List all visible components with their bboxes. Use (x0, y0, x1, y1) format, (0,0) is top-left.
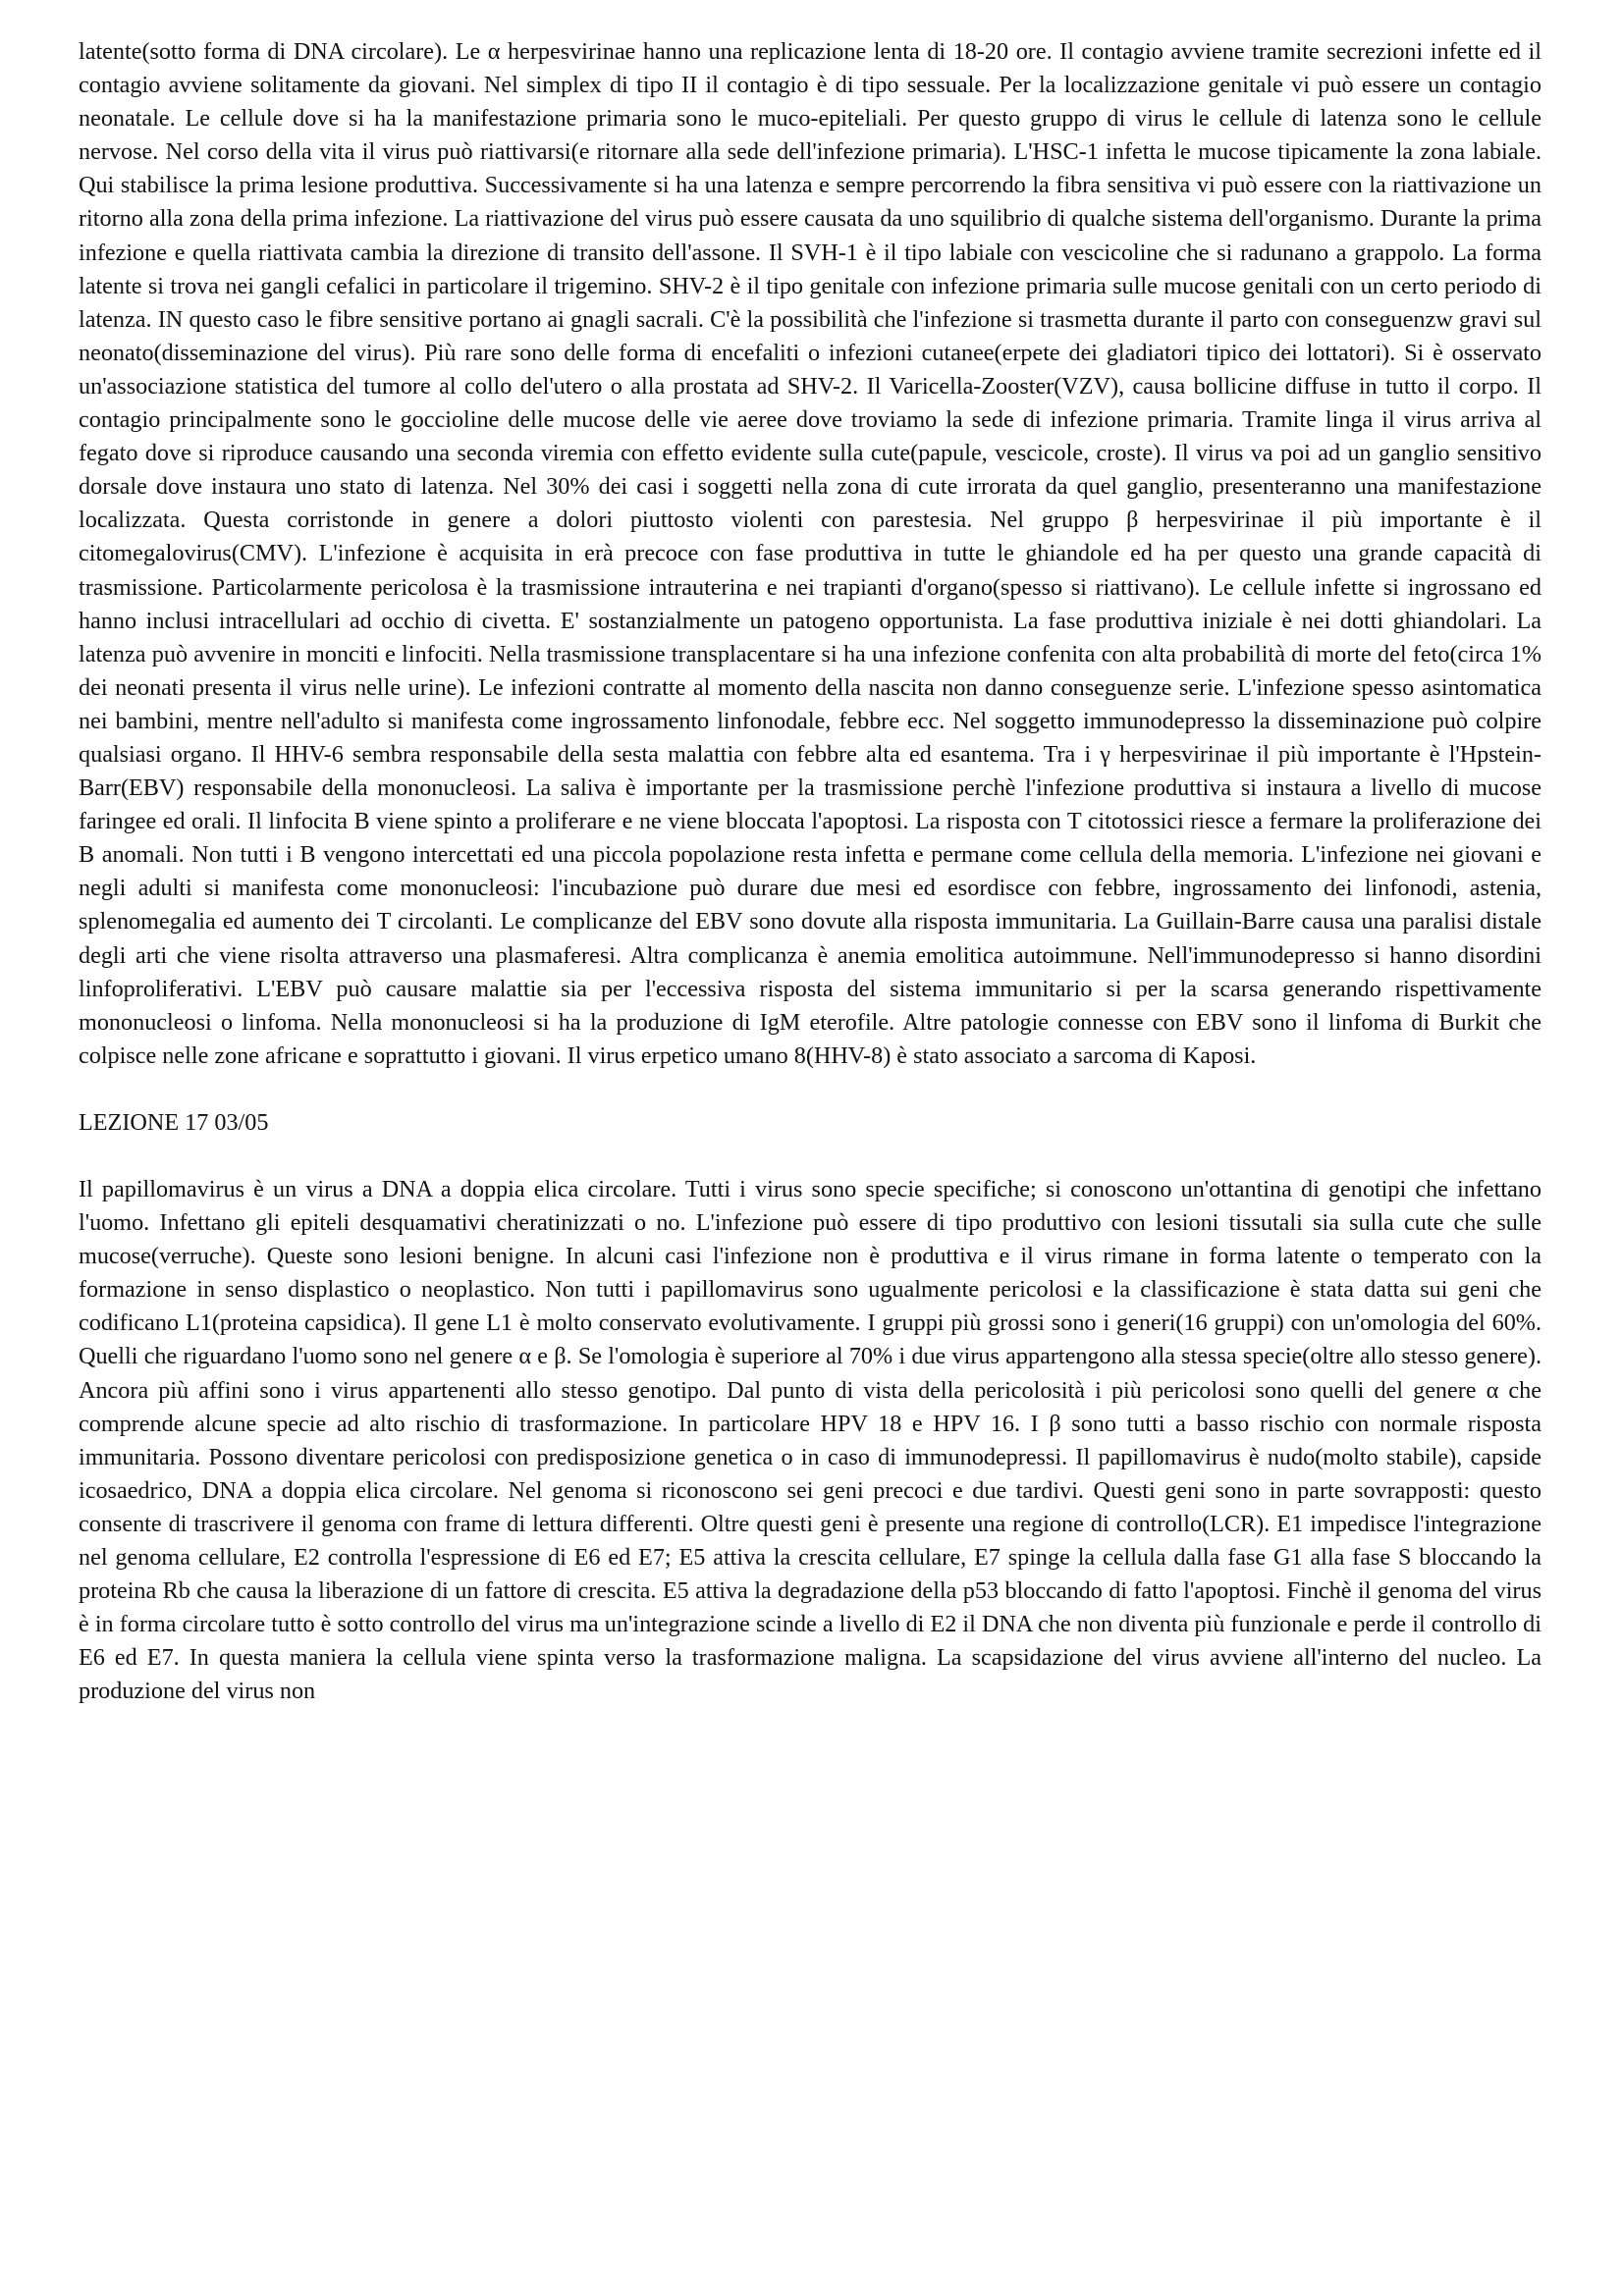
paragraph-papillomavirus: Il papillomavirus è un virus a DNA a doppia elica circolare. Tutti i virus sono specie specifiche; si conoscono un'ottantina di genotipi che infettano l'uomo. Infettano gli epiteli desquamativi cheratinizzati o no. L'infezione può essere di tipo produttivo con lesioni tissutali sia sulla cute che sulle mucose(verruche). Queste sono lesioni benigne. In alcuni casi l'infezione non è produttiva e il virus rimane in forma latente o temperato con la formazione in senso displastico o neoplastico. Non tutti i papillomavirus sono ugualmente pericolosi e la classificazione è stata datta sui geni che codificano L1(proteina capsidica). Il gene L1 è molto conservato evolutivamente. I gruppi più grossi sono i generi(16 gruppi) con un'omologia del 60%. Quelli che riguardano l'uomo sono nel genere α e β. Se l'omologia è superiore al 70% i due virus appartengono alla stessa specie(oltre allo stesso genere). Ancora più affini sono i virus appartenenti allo stesso genotipo. Dal punto di vista della pericolosità i più pericolosi sono quelli del genere α che comprende alcune specie ad alto rischio di trasformazione. In particolare HPV 18 e HPV 16. I β sono tutti a basso rischio con normale risposta immunitaria. Possono diventare pericolosi con predisposizione genetica o in caso di immunodepressi. Il papillomavirus è nudo(molto stabile), capside icosaedrico, DNA a doppia elica circolare. Nel genoma si riconoscono sei geni precoci e due tardivi. Questi geni sono in parte sovrapposti: questo consente di trascrivere il genoma con frame di lettura differenti. Oltre questi geni è presente una regione di controllo(LCR). E1 impedisce l'integrazione nel genoma cellulare, E2 controlla l'espressione di E6 ed E7; E5 attiva la crescita cellulare, E7 spinge la cellula dalla fase G1 alla fase S bloccando la proteina Rb che causa la liberazione di un fattore di crescita. E5 attiva la degradazione della p53 bloccando di fatto l'apoptosi. Finchè il genoma del virus è in forma circolare tutto è sotto controllo del virus ma un'integrazione scinde a livello di E2 il DNA che non diventa più funzionale e perde il controllo di E6 ed E7. In questa maniera la cellula viene spinta verso la trasformazione maligna. La scapsidazione del virus avviene all'interno del nucleo. La produzione del virus non (79, 1176, 1542, 1705)
document-body (79, 35, 1542, 1709)
lesson-heading: LEZIONE 17 03/05 (79, 1108, 269, 1136)
paragraph-herpesvirus: latente(sotto forma di DNA circolare). Le α herpesvirinae hanno una replicazione lenta di 18-20 ore. Il contagio avviene tramite secrezioni infette ed il contagio avviene solitamente da giovani. Nel simplex di tipo II il contagio è di tipo sessuale. Per la localizzazione genitale vi può essere un contagio neonatale. Le cellule dove si ha la manifestazione primaria sono le muco-epiteliali. Per questo gruppo di virus le cellule di latenza sono le cellule nervose. Nel corso della vita il virus può riattivarsi(e ritornare alla sede dell'infezione primaria). L'HSC-1 infetta le mucose tipicamente la zona labiale. Qui stabilisce la prima lesione produttiva. Successivamente si ha una latenza e sempre percorrendo la fibra sensitiva vi può essere con la riattivazione un ritorno alla zona della prima infezione. La riattivazione del virus può essere causata da uno squilibrio di qualche sistema dell'organismo. Durante la prima infezione e quella riattivata cambia la direzione di transito dell'assone. Il SVH-1 è il tipo labiale con vescicoline che si radunano a grappolo. La forma latente si trova nei gangli cefalici in particolare il trigemino. SHV-2 è il tipo genitale con infezione primaria sulle mucose genitali con un certo periodo di latenza. IN questo caso le fibre sensitive portano ai gnagli sacrali. C'è la possibilità che l'infezione si trasmetta durante il parto con conseguenzw gravi sul neonato(disseminazione del virus). Più rare sono delle forma di encefaliti o infezioni cutanee(erpete dei gladiatori tipico dei lottatori). Si è osservato un'associazione statistica del tumore al collo del'utero o alla prostata ad SHV-2. Il Varicella-Zooster(VZV), causa bollicine diffuse in tutto il corpo. Il contagio principalmente sono le goccioline delle mucose delle vie aeree dove troviamo la sede di infezione primaria. Tramite linga il virus arriva al fegato dove si riproduce causando una seconda viremia con effetto evidente sulla cute(papule, vescicole, croste). Il virus va poi ad un ganglio sensitivo dorsale dove instaura uno stato di latenza. Nel 30% dei casi i soggetti nella zona di cute irrorata da quel ganglio, presenteranno una manifestazione localizzata. Questa corristonde in genere a dolori piuttosto violenti con parestesia. Nel gruppo β herpesvirinae il più importante è il citomegalovirus(CMV). L'infezione è acquisita in erà precoce con fase produttiva in tutte le ghiandole ed ha per questo una grande capacità di trasmissione. Particolarmente pericolosa è la trasmissione intrauterina e nei trapianti d'organo(spesso si riattivano). Le cellule infette si ingrossano ed hanno inclusi intracellulari ad occhio di civetta. E' sostanzialmente un patogeno opportunista. La fase produttiva iniziale è nei dotti ghiandolari. La latenza può avvenire in monciti e linfociti. Nella trasmissione transplacentare si ha una infezione confenita con alta probabilità di morte del feto(circa 1% dei neonati presenta il virus nelle urine). Le infezioni contratte al momento della nascita non danno conseguenze serie. L'infezione spesso asintomatica nei bambini, mentre nell'adulto si manifesta come ingrossamento linfonodale, febbre ecc. Nel soggetto immunodepresso la disseminazione può colpire qualsiasi organo. Il HHV-6 sembra responsabile della sesta malattia con febbre alta ed esantema. Tra i γ herpesvirinae il più importante è l'Hpstein-Barr(EBV) responsabile della mononucleosi. La saliva è importante per la trasmissione perchè l'infezione produttiva si instaura a livello di mucose faringee ed orali. Il linfocita B viene spinto a proliferare e ne viene bloccata l'apoptosi. La risposta con T citotossici riesce a fermare la proliferazione dei B anomali. Non tutti i B vengono intercettati ed una piccola popolazione resta infetta e permane come cellula della memoria. L'infezione nei giovani e negli adulti si manifesta come mononucleosi: l'incubazione può durare due mesi ed esordisce con febbre, ingrossamento dei linfonodi, astenia, splenomegalia ed aumento dei T circolanti. Le complicanze del EBV sono dovute alla risposta immunitaria. La Guillain-Barre causa una paralisi distale degli arti che viene risolta attraverso una plasmaferesi. Altra complicanza è anemia emolitica autoimmune. Nell'immunodepresso si hanno disordini linfoproliferativi. L'EBV può causare malattie sia per l'eccessiva risposta del sistema immunitario si per la scarsa generando rispettivamente mononucleosi o linfoma. Nella mononucleosi si ha la produzione di IgM eterofile. Altre patologie connesse con EBV sono il linfoma di Burkit che colpisce nelle zone africane e soprattutto i giovani. Il virus erpetico umano 8(HHV-8) è stato associato a sarcoma di Kaposi. (79, 38, 1542, 1069)
